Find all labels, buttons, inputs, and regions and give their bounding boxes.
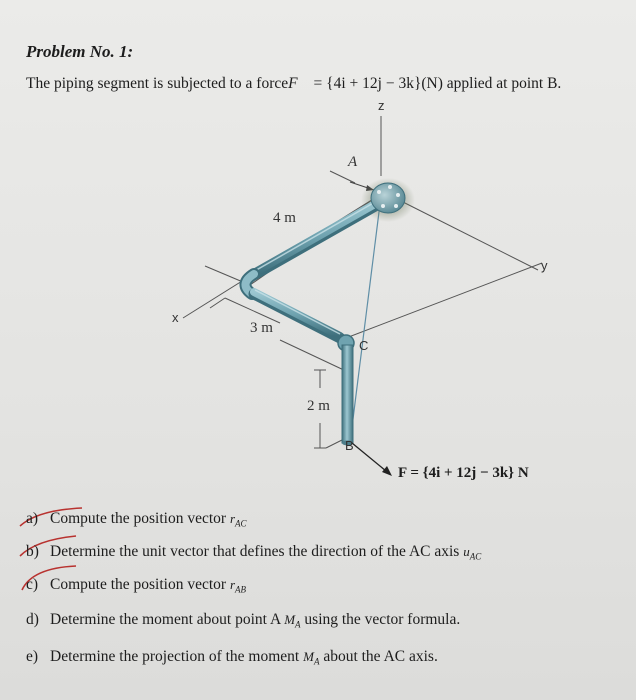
task-e-symbol: $M_A$	[303, 649, 320, 667]
axis-z-label: z	[378, 98, 385, 113]
task-c-marker: c)	[26, 576, 39, 593]
dimension-3m: 3 m	[250, 320, 273, 336]
task-b-symbol: $u_{AC}$	[463, 544, 482, 562]
point-b-label: B	[345, 438, 354, 453]
task-b-marker: b)	[26, 543, 39, 560]
task-a-symbol: $r_{AC}$	[229, 511, 247, 529]
axis-x-label: x	[172, 310, 179, 325]
task-c-symbol: $r_{AB}$	[229, 577, 247, 595]
force-value-label: F = {4i + 12j − 3k} N	[398, 465, 529, 481]
floor-line-c	[346, 263, 542, 338]
task-d-text: Determine the moment about point A	[50, 611, 285, 628]
task-e-text: Determine the projection of the moment	[50, 648, 304, 665]
task-d-symbol: $M_A$	[284, 612, 301, 630]
force-arrow	[352, 443, 386, 471]
task-c	[26, 576, 246, 595]
statement-prefix: The piping segment is subjected to a force	[26, 75, 289, 92]
task-b-text: Determine the unit vector that defines the direction of the AC axis	[50, 543, 464, 560]
task-b	[26, 543, 481, 562]
task-e-marker: e)	[26, 648, 39, 665]
axis-y-label: y	[541, 258, 548, 273]
task-d-marker: d)	[26, 611, 39, 628]
problem-title: Problem No. 1:	[26, 42, 134, 61]
force-vector-symbol: F	[288, 75, 310, 92]
point-c-label: C	[359, 338, 369, 353]
dimension-4m: 4 m	[273, 210, 296, 226]
task-d	[26, 611, 460, 630]
y-axis-line	[395, 198, 538, 270]
task-a-marker: a)	[26, 510, 39, 527]
task-e-suffix: about the AC axis.	[319, 648, 438, 665]
task-c-text: Compute the position vector	[50, 576, 230, 593]
dimension-2m: 2 m	[307, 398, 330, 414]
statement-equation: = {4i + 12j − 3k}(N) applied at point B.	[309, 75, 562, 92]
task-e	[26, 648, 438, 667]
flange-a	[371, 183, 405, 213]
problem-statement	[26, 75, 626, 93]
pipe-figure	[150, 98, 590, 498]
line-a-to-b	[350, 196, 381, 443]
pipe-segment-vertical	[342, 345, 353, 443]
point-a-label: A	[348, 154, 358, 170]
task-a-text: Compute the position vector	[50, 510, 230, 527]
task-a	[26, 510, 247, 529]
pipe-diagram	[150, 98, 590, 498]
task-d-suffix: using the vector formula.	[300, 611, 461, 628]
